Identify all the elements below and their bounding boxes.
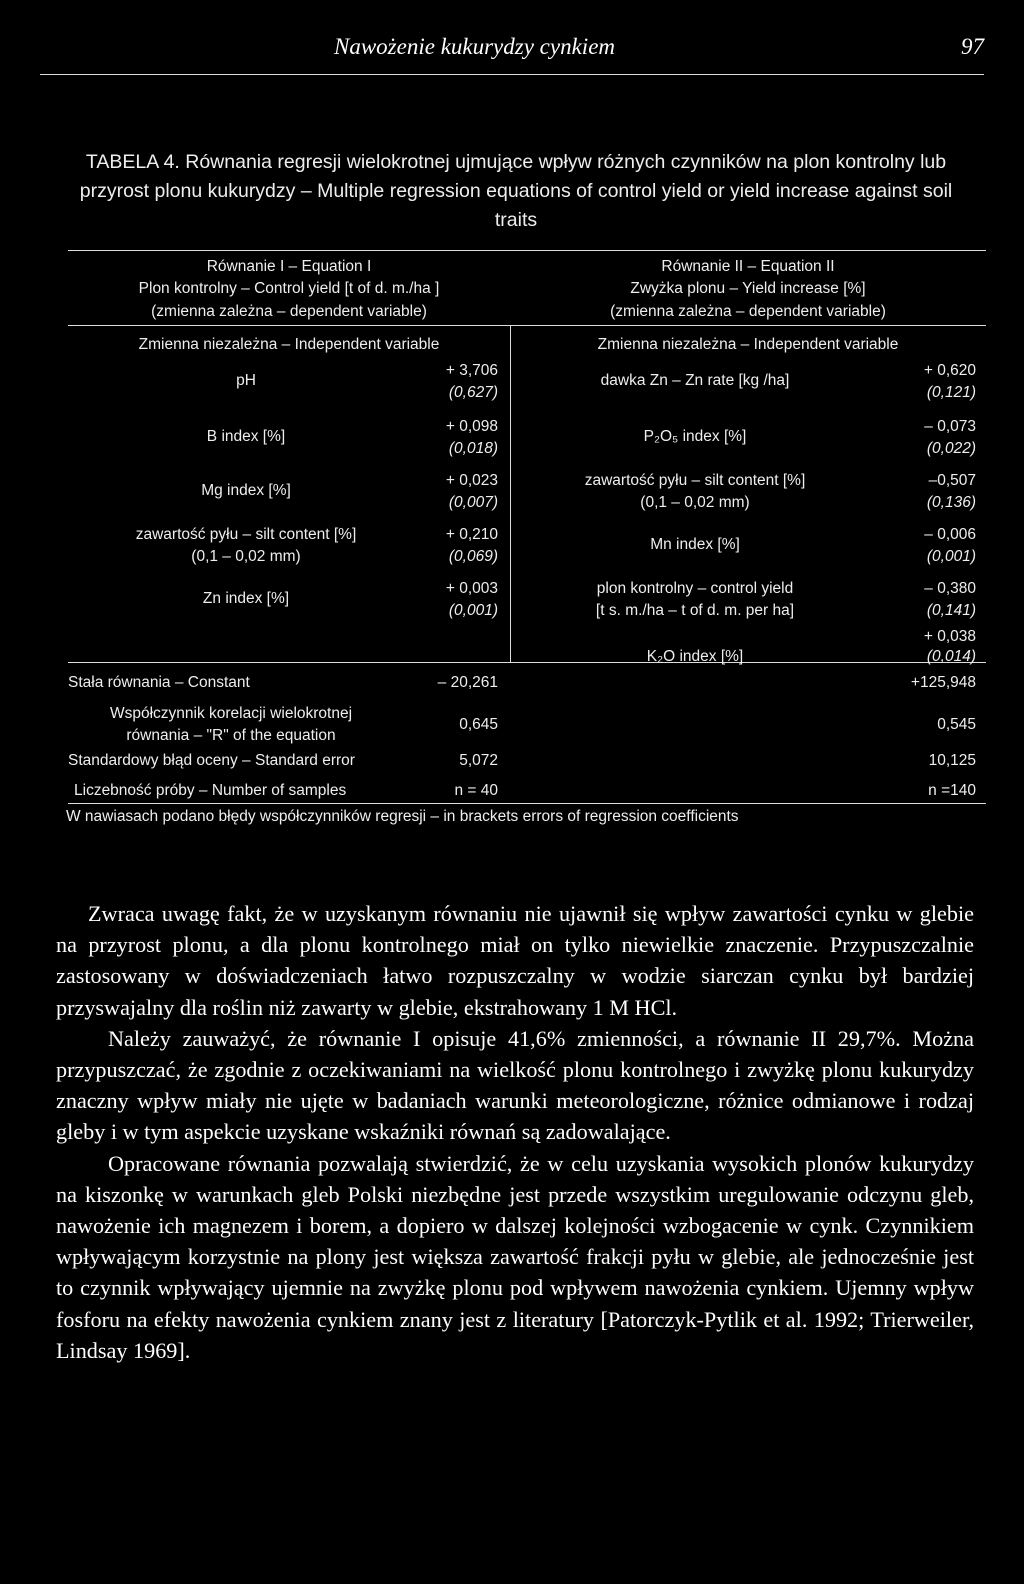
eq1-row-error: (0,018) [448,440,498,457]
eq2-row-label: P₂O₅ index [%] [643,428,747,445]
eq1-row-coef: + 0,098 [445,418,498,435]
eq1-row-error: (0,007) [448,494,498,511]
regression-table [68,250,986,840]
stat-eq2-value: 10,125 [928,752,976,769]
eq2-dependent: Zwyżka plonu – Yield increase [%] [630,280,866,297]
eq2-row-error: (0,022) [926,440,976,457]
running-head [40,34,984,75]
eq2-row-coef: – 0,380 [924,580,976,597]
paragraph: Należy zauważyć, że równanie I opisuje 41,6% zmienności, a równanie II 29,7%. Można przypuszczać, że zgodnie z oczekiwaniami na wielkość plonu kontrolnego i zwyżkę plonu kukurydzy znaczny wpływ miały nie ujęte w badaniach warunki meteorologiczne, różnice odmianowe i rodzaj gleby i w tym aspekcie uzyskane wskaźniki równań są zadowalające. [56,1025,974,1145]
stat-label: Stała równania – Constant [68,674,250,691]
stat-label: Standardowy błąd oceny – Standard error [68,752,355,769]
header-rule [68,325,986,326]
eq1-independent-header: Zmienna niezależna – Independent variable [138,336,440,353]
eq2-row-error: (0,014) [926,648,976,665]
eq2-row-coef: + 0,620 [923,362,976,379]
eq1-row-coef: + 0,003 [445,580,498,597]
stat-eq2-value: n =140 [928,782,976,799]
eq2-row-label: K₂O index [%] [646,648,744,665]
stat-label-extra: równania – "R" of the equation [126,727,336,744]
stat-eq1-value: 0,645 [459,716,498,733]
eq2-independent-header: Zmienna niezależna – Independent variable [597,336,899,353]
eq2-row-error: (0,001) [926,548,976,565]
eq2-row-label: dawka Zn – Zn rate [kg /ha] [600,372,790,389]
stat-eq1-value: n = 40 [454,782,498,799]
eq1-row-error: (0,627) [448,384,498,401]
eq1-row-label: pH [236,372,256,389]
stat-eq2-value: +125,948 [910,674,976,691]
running-title: Nawożenie kukurydzy cynkiem [334,34,616,59]
stat-label: Współczynnik korelacji wielokrotnej [109,705,353,722]
eq2-row-coef: –0,507 [928,472,976,489]
eq2-row-coef: + 0,038 [923,628,976,645]
table-bottom-rule [68,803,986,804]
stat-eq1-value: 5,072 [459,752,498,769]
eq2-row-error: (0,121) [926,384,976,401]
stat-eq2-value: 0,545 [937,716,976,733]
eq1-row-coef: + 3,706 [445,362,498,379]
eq2-dependent-note: (zmienna zależna – dependent variable) [610,303,886,320]
paragraph: Opracowane równania pozwalają stwierdzić, że w celu uzyskania wysokich plonów kukurydzy na kiszonkę w warunkach gleb Polski niezbędne jest przede wszystkim uregulowanie odczynu gleb, nawożenie ich magnezem i borem, a dopiero w dalszej kolejności wzbogacenie w cynk. Czynnikiem wpływającym korzystnie na plony jest większa zawartość frakcji pyłu w glebie, ale jednocześnie jest to czynnik wpływający ujemnie na zwyżkę plonu pod wpływem nawożenia cynkiem. Ujemny wpływ fosforu na efekty nawożenia cynkiem znany jest z literatury [Patorczyk-Pytlik et al. 1992; Trierweiler, Lindsay 1969]. [56,1150,974,1363]
eq2-title: Równanie II – Equation II [661,258,835,275]
eq2-row-coef: – 0,073 [924,418,976,435]
eq1-dependent-note: (zmienna zależna – dependent variable) [151,303,427,320]
eq1-row-label-extra: (0,1 – 0,02 mm) [191,548,301,565]
table-caption: TABELA 4. Równania regresji wielokrotnej ujmujące wpływ różnych czynników na plon kontrolny lub przyrost plonu kukurydzy – Multiple regression equations of control yield or yield increase against soil traits [79,151,953,231]
eq2-row-error: (0,136) [926,494,976,511]
eq1-row-error: (0,001) [448,602,498,619]
eq1-row-label: B index [%] [206,428,286,445]
eq2-row-label-extra: [t s. m./ha – t of d. m. per ha] [595,602,795,619]
stat-eq1-value: – 20,261 [437,674,498,691]
eq2-row-label: zawartość pyłu – silt content [%] [584,472,806,489]
eq1-row-error: (0,069) [448,548,498,565]
body-text [56,898,974,1366]
paragraph: Zwraca uwagę fakt, że w uzyskanym równaniu nie ujawnił się wpływ zawartości cynku w glebie na przyrost plonu, a dla plonu kontrolnego miał on tylko niewielkie znaczenie. Przypuszczalnie zastosowany w doświadczeniach łatwo rozpuszczalny w wodzie siarczan cynku był bardziej przyswajalny dla roślin niż zawarty w glebie, ekstrahowany 1 M HCl. [56,901,974,1020]
eq1-row-coef: + 0,023 [445,472,498,489]
eq2-row-label: Mn index [%] [650,536,740,553]
eq2-row-coef: – 0,006 [924,526,976,543]
stat-label: Liczebność próby – Number of samples [74,782,347,799]
eq1-row-label: zawartość pyłu – silt content [%] [135,526,357,543]
table-top-rule [68,250,986,251]
eq1-row-label: Mg index [%] [201,482,291,499]
eq1-row-label: Zn index [%] [202,590,290,607]
eq1-row-coef: + 0,210 [445,526,498,543]
eq1-title: Równanie I – Equation I [206,258,372,275]
eq2-row-label-extra: (0,1 – 0,02 mm) [640,494,750,511]
page-number: 97 [961,34,984,59]
eq2-row-label: plon kontrolny – control yield [596,580,794,597]
eq2-row-error: (0,141) [926,602,976,619]
eq1-dependent: Plon kontrolny – Control yield [t of d. m./ha ] [138,280,440,297]
table-footnote: W nawiasach podano błędy współczynników regresji – in brackets errors of regression coefficients [66,808,739,825]
